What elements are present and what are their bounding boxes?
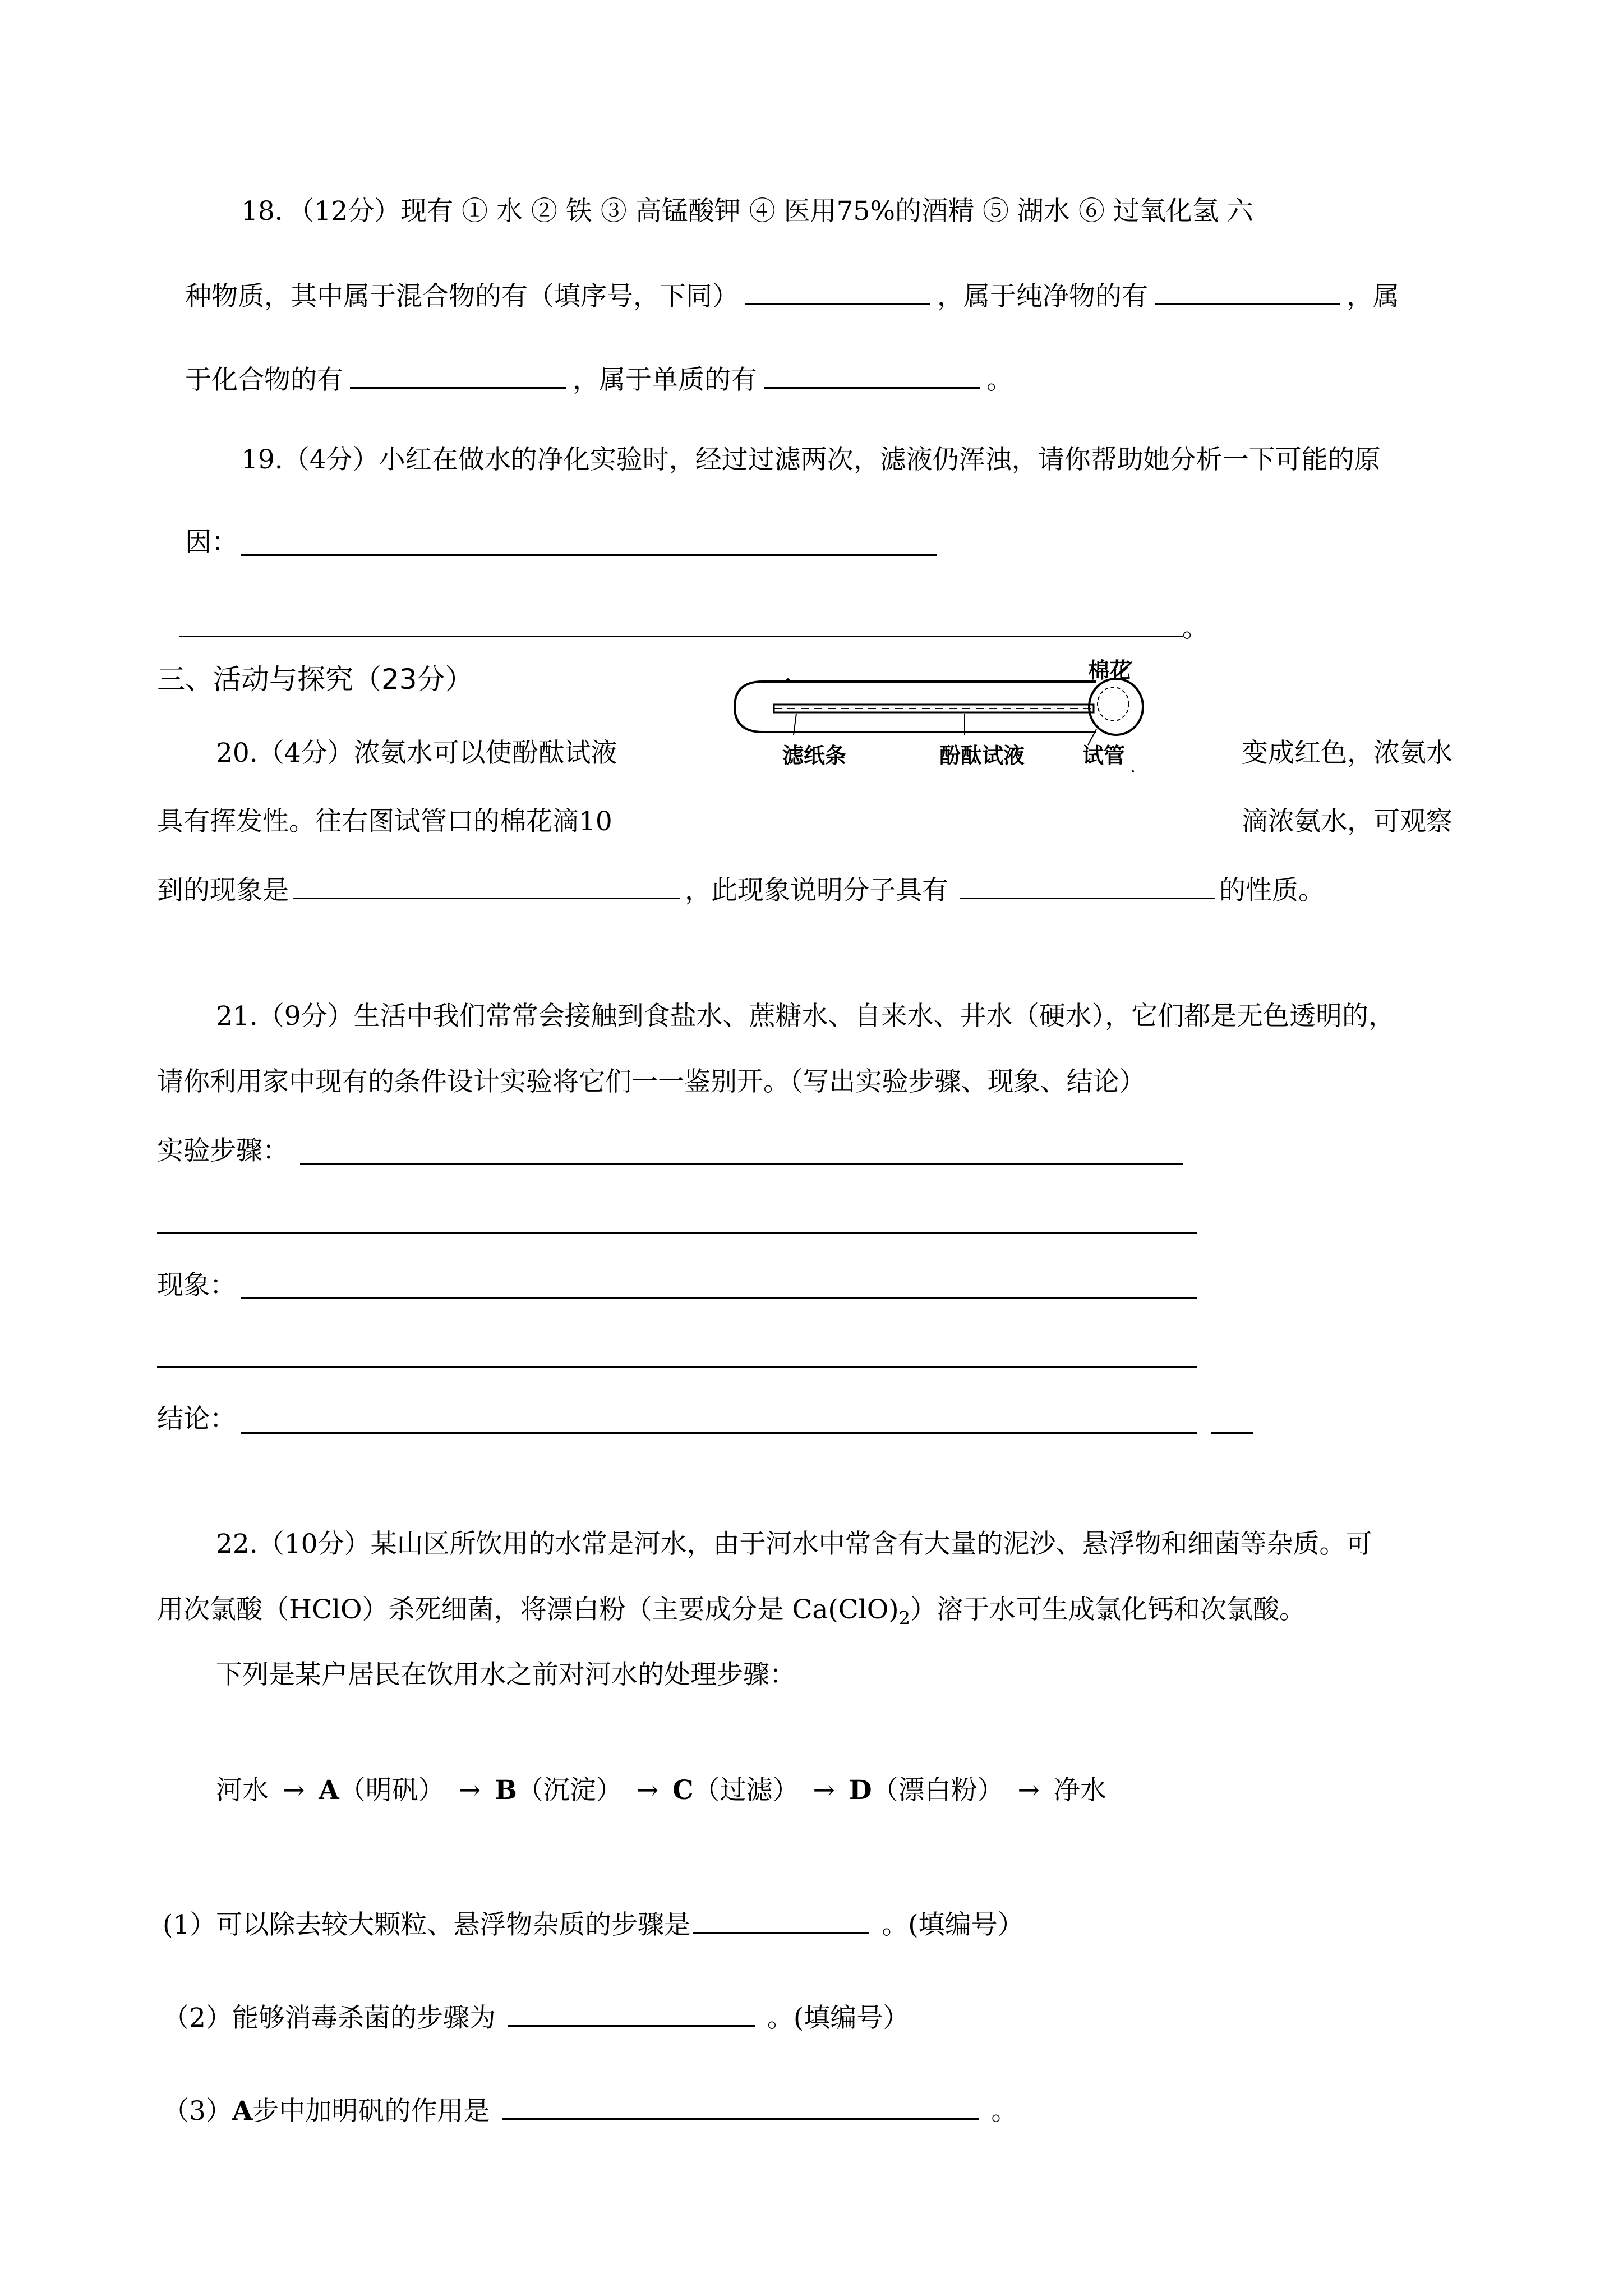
q22-text: 。(填编号） — [767, 2003, 910, 2033]
label-filter-paper: 滤纸条 — [782, 743, 847, 768]
q22-text: 。 — [991, 2096, 1018, 2127]
flow-step-b: B — [495, 1775, 517, 1806]
q18-text: ，属 — [1347, 281, 1399, 312]
q18-text: 种物质，其中属于混合物的有（填序号，下同） — [185, 281, 739, 312]
q21-conclusion-line-tail[interactable] — [1211, 1432, 1253, 1434]
flow-step-c-text: （过滤） — [693, 1775, 799, 1806]
q21-phenomenon-line-2[interactable] — [157, 1366, 1197, 1368]
q22-subscript: 2 — [898, 1607, 910, 1629]
q19-line-2: 因： — [185, 527, 238, 558]
flow-arrow: → — [636, 1775, 659, 1806]
q18-element-blank[interactable] — [764, 360, 980, 389]
flow-step-c: C — [672, 1775, 694, 1806]
q20-line-1-right: 变成红色，浓氨水 — [1242, 738, 1453, 769]
flow-step-d-text: （漂白粉） — [872, 1775, 1004, 1806]
q20-line-2-left: 具有挥发性。往右图试管口的棉花滴10 — [157, 806, 612, 837]
section-3-title: 三、活动与探究（23分） — [157, 663, 473, 696]
flow-step-b-text: （沉淀） — [517, 1775, 623, 1806]
q18-text: ，属于单质的有 — [573, 365, 757, 395]
q22-sub3-blank[interactable] — [502, 2091, 979, 2120]
q18-line-1: 18．（12分）现有 ① 水 ② 铁 ③ 高锰酸钾 ④ 医用75%的酒精 ⑤ 湖水 ⑥ 过氧化氢 六 — [241, 196, 1253, 227]
q22-line-1: 22.（10分）某山区所饮用的水常是河水，由于河水中常含有大量的泥沙、悬浮物和细菌等杂质。可 — [216, 1529, 1372, 1559]
q21-line-1: 21.（9分）生活中我们常常会接触到食盐水、蔗糖水、自来水、井水（硬水），它们都是无色透明的， — [216, 1001, 1395, 1032]
label-test-tube: 试管 — [1082, 743, 1126, 768]
flow-arrow: → — [1017, 1775, 1040, 1806]
q22-text: 步中加明矾的作用是 — [252, 2096, 490, 2127]
q22-sub-1 — [163, 1905, 1024, 1942]
q22-text: (1）可以除去较大颗粒、悬浮物杂质的步骤是 — [163, 1910, 691, 1940]
q21-steps-label: 实验步骤： — [157, 1135, 289, 1166]
q18-compound-blank[interactable] — [350, 360, 566, 389]
q18-mixture-blank[interactable] — [745, 277, 930, 305]
flow-step-a: A — [319, 1775, 339, 1806]
flow-step-d: D — [849, 1775, 872, 1806]
q19-answer-line-2[interactable] — [179, 636, 1183, 637]
flow-clean-water: 净水 — [1053, 1775, 1106, 1806]
q22-text: （3） — [163, 2096, 232, 2127]
q22-flow — [216, 1774, 1106, 1807]
q22-line-2 — [157, 1593, 1306, 1635]
q19-line-1: 19.（4分）小红在做水的净化实验时，经过过滤两次，滤液仍浑浊，请你帮助她分析一下可能的原 — [241, 444, 1381, 475]
q21-phenomenon-line-1[interactable] — [241, 1297, 1197, 1299]
flow-river: 河水 — [216, 1775, 269, 1806]
q21-steps-line-2[interactable] — [157, 1232, 1197, 1234]
q18-text: 于化合物的有 — [185, 365, 343, 395]
q22-sub2-blank[interactable] — [508, 1998, 755, 2027]
q18-line-2 — [185, 277, 1399, 314]
q20-line-2-right: 滴浓氨水，可观察 — [1242, 806, 1453, 837]
q19-end: 。 — [1182, 613, 1209, 643]
test-tube-icon — [735, 662, 1143, 745]
label-cotton: 棉花 — [1088, 658, 1131, 683]
q21-conclusion-label: 结论： — [157, 1404, 236, 1434]
q20-line-1-left: 20.（4分）浓氨水可以使酚酞试液 — [216, 738, 617, 769]
label-phenolphthalein: 酚酞试液 — [939, 743, 1025, 768]
q20-line-3 — [157, 871, 1325, 908]
q18-line-3 — [185, 360, 1013, 397]
q21-phenomenon-label: 现象： — [157, 1270, 236, 1301]
q22-sub1-blank[interactable] — [693, 1905, 869, 1934]
flow-arrow: → — [813, 1775, 835, 1806]
q22-line-3: 下列是某户居民在饮用水之前对河水的处理步骤： — [216, 1659, 796, 1690]
test-tube-figure — [723, 651, 1189, 794]
q22-sub-2 — [163, 1998, 909, 2035]
q19-answer-line-1[interactable] — [241, 554, 937, 556]
q20-text: ，此现象说明分子具有 — [685, 875, 948, 906]
q20-text: 的性质。 — [1219, 875, 1325, 906]
q22-text: 用次氯酸（HClO）杀死细菌，将漂白粉（主要成分是 Ca(ClO) — [157, 1594, 899, 1625]
q20-text: 到的现象是 — [157, 875, 289, 906]
q21-line-2: 请你利用家中现有的条件设计实验将它们一一鉴别开。（写出实验步骤、现象、结论） — [157, 1066, 1146, 1097]
q22-text: 。(填编号） — [882, 1910, 1024, 1940]
q18-text: ，属于纯净物的有 — [937, 281, 1148, 312]
flow-arrow: → — [282, 1775, 305, 1806]
q20-property-blank[interactable] — [960, 871, 1215, 899]
q22-text: （2）能够消毒杀菌的步骤为 — [163, 2003, 496, 2033]
q22-sub-3 — [163, 2091, 1017, 2128]
q21-steps-line-1[interactable] — [300, 1163, 1183, 1165]
q22-text: ）溶于水可生成氯化钙和次氯酸。 — [910, 1594, 1306, 1625]
q20-phenomenon-blank[interactable] — [293, 871, 680, 899]
q18-text: 。 — [986, 365, 1013, 395]
q21-conclusion-line[interactable] — [241, 1432, 1197, 1434]
flow-arrow: → — [458, 1775, 481, 1806]
q18-pure-blank[interactable] — [1155, 277, 1340, 305]
flow-step-a-text: （明矾） — [339, 1775, 445, 1806]
q22-text-bold: A — [232, 2096, 253, 2127]
